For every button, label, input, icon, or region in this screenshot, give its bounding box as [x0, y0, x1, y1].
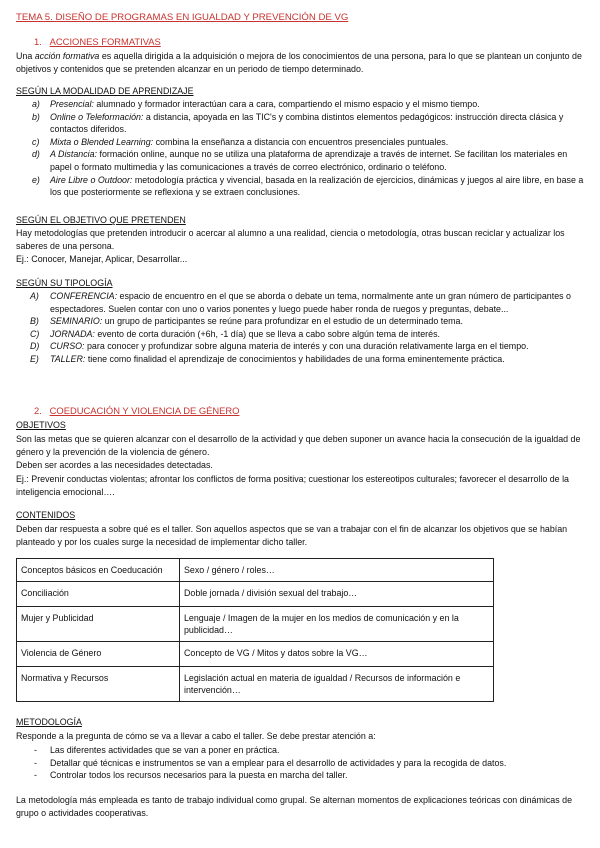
metodologia-closing: La metodología más empleada es tanto de trabajo individual como grupal. Se alternan momentos de explicaciones teóricas con dinámicas de grupo o actividades cooperativas.: [16, 795, 573, 818]
objetivos-text: Son las metas que se quieren alcanzar con el desarrollo de la actividad y que deben suponer un avance hacia la consecución de la igualdad de género y la prevención de la violencia de género.: [16, 434, 581, 457]
list-item: C) JORNADA: evento de corta duración (+6h, -1 día) que se lleva a cabo sobre algún tema de interés.: [30, 328, 440, 339]
table-cell-detail: Concepto de VG / Mitos y datos sobre la VG…: [180, 642, 494, 667]
section-2-number: 2.: [34, 405, 42, 416]
metodologia-heading: METODOLOGÍA: [16, 717, 82, 727]
section-2-heading: [34, 405, 239, 418]
intro-term: acción formativa: [34, 51, 100, 61]
table-cell-topic: Normativa y Recursos: [17, 667, 180, 702]
list-item: e) Aire Libre o Outdoor: metodología práctica y vivencial, basada en la realización de ejercicios, dinámicas y juegos al aire libre, en base a los que posteriormente se reflexiona y se extraen conclusiones.: [32, 174, 584, 198]
contenidos-text: Deben dar respuesta a sobre qué es el taller. Son aquellos aspectos que se van a trabajar con el fin de alcanzar los objetivos que se habían planteado y por los cuales surge la necesidad de implementar dicho taller.: [16, 524, 568, 547]
list-item: - Controlar todos los recursos necesarios para la puesta en marcha del taller.: [34, 770, 348, 781]
list-item: - Detallar qué técnicas e instrumentos se van a emplear para el desarrollo de actividades y para la recogida de datos.: [34, 757, 507, 768]
metodologia-text: Responde a la pregunta de cómo se va a llevar a cabo el taller. Se debe prestar atención a:: [16, 731, 376, 741]
table-cell-detail: Lenguaje / Imagen de la mujer en los medios de comunicación y en la publicidad…: [180, 607, 494, 642]
table-row: [17, 582, 494, 607]
contenidos-table: [16, 558, 494, 702]
list-item: a) Presencial: alumnado y formador interactúan cara a cara, compartiendo el mismo espacio y el mismo tiempo.: [32, 99, 480, 109]
table-cell-topic: Mujer y Publicidad: [17, 607, 180, 642]
objetivos-heading: OBJETIVOS: [16, 420, 66, 430]
list-item: d) A Distancia: formación online, aunque no se utiliza una plataforma de aprendizaje a través de internet. Se facilitan los materiales en papel o formato multimedia y las comunicaciones a través de correo electrónico, ordinario o teléfono.: [32, 149, 568, 172]
metodologia-list: [16, 744, 584, 782]
section-1-intro: Una acción formativa es aquella dirigida a la adquisición o mejora de los conocimientos de una persona, para lo que se plantean un conjunto de objetivos y contenidos que se pretenden alcanzar en un periodo de tiempo determinado.: [16, 51, 582, 74]
list-item: - Las diferentes actividades que se van a poner en práctica.: [34, 745, 280, 755]
section-1-number: 1.: [34, 36, 42, 47]
list-item: B) SEMINARIO: un grupo de participantes se reúne para profundizar en el estudio de un determinado tema.: [30, 316, 463, 327]
objetivos-note: Deben ser acordes a las necesidades detectadas.: [16, 460, 213, 470]
section-1-title: ACCIONES FORMATIVAS: [49, 36, 161, 47]
list-item: E) TALLER: tiene como finalidad el aprendizaje de conocimientos y habilidades de una forma eminentemente práctica.: [30, 353, 505, 364]
tipologia-list: [16, 290, 584, 366]
modalidad-heading: SEGÚN LA MODALIDAD DE APRENDIZAJE: [16, 86, 194, 96]
list-item: b) Online o Teleformación: a distancia, apoyada en las TIC's y combina distintos elementos pedagógicos: instrucción directa clásica y contactos diferidos.: [32, 111, 564, 135]
objetivo-heading: SEGÚN EL OBJETIVO QUE PRETENDEN: [16, 215, 186, 225]
list-item: A) CONFERENCIA: espacio de encuentro en el que se aborda o debate un tema, normalmente ante un gran número de participantes o espectadores. Suelen contar con uno o varios ponentes y luego puede haber ronda de ruegos y preguntas, debate...: [30, 291, 571, 314]
table-cell-detail: Doble jornada / división sexual del trabajo…: [180, 582, 494, 607]
section-2-title: COEDUCACIÓN Y VIOLENCIA DE GÉNERO: [49, 405, 240, 416]
table-cell-topic: Violencia de Género: [17, 642, 180, 667]
table-cell-topic: Conciliación: [17, 582, 180, 607]
tipologia-heading: SEGÚN SU TIPOLOGÍA: [16, 278, 113, 288]
objetivo-text: Hay metodologías que pretenden introducir o acercar al alumno a una realidad, ciencia o metodología, otras buscan reciclar y actualizar los saberes de una persona.: [16, 228, 565, 251]
document-title: TEMA 5. DISEÑO DE PROGRAMAS EN IGUALDAD Y PREVENCIÓN DE VG: [16, 12, 349, 23]
table-row: [17, 667, 494, 702]
contenidos-heading: CONTENIDOS: [16, 510, 76, 520]
table-cell-topic: Conceptos básicos en Coeducación: [17, 559, 180, 582]
table-row: [17, 607, 494, 642]
objetivo-example: Ej.: Conocer, Manejar, Aplicar, Desarrollar...: [16, 254, 188, 264]
section-1-heading: [34, 36, 161, 49]
modalidad-list: [16, 98, 584, 199]
list-item: c) Mixta o Blended Learning: combina la enseñanza a distancia con encuentros presenciales puntuales.: [32, 136, 449, 147]
objetivos-example: Ej.: Prevenir conductas violentas; afrontar los conflictos de forma positiva; cuestionar los estereotipos culturales; favorecer el desarrollo de la inteligencia emocional….: [16, 474, 569, 497]
table-cell-detail: Sexo / género / roles…: [180, 559, 494, 582]
table-cell-detail: Legislación actual en materia de igualdad / Recursos de información e intervención…: [180, 667, 494, 702]
table-row: [17, 559, 494, 582]
table-row: [17, 642, 494, 667]
list-item: D) CURSO: para conocer y profundizar sobre alguna materia de interés y con una duración relativamente larga en el tiempo.: [30, 341, 529, 352]
